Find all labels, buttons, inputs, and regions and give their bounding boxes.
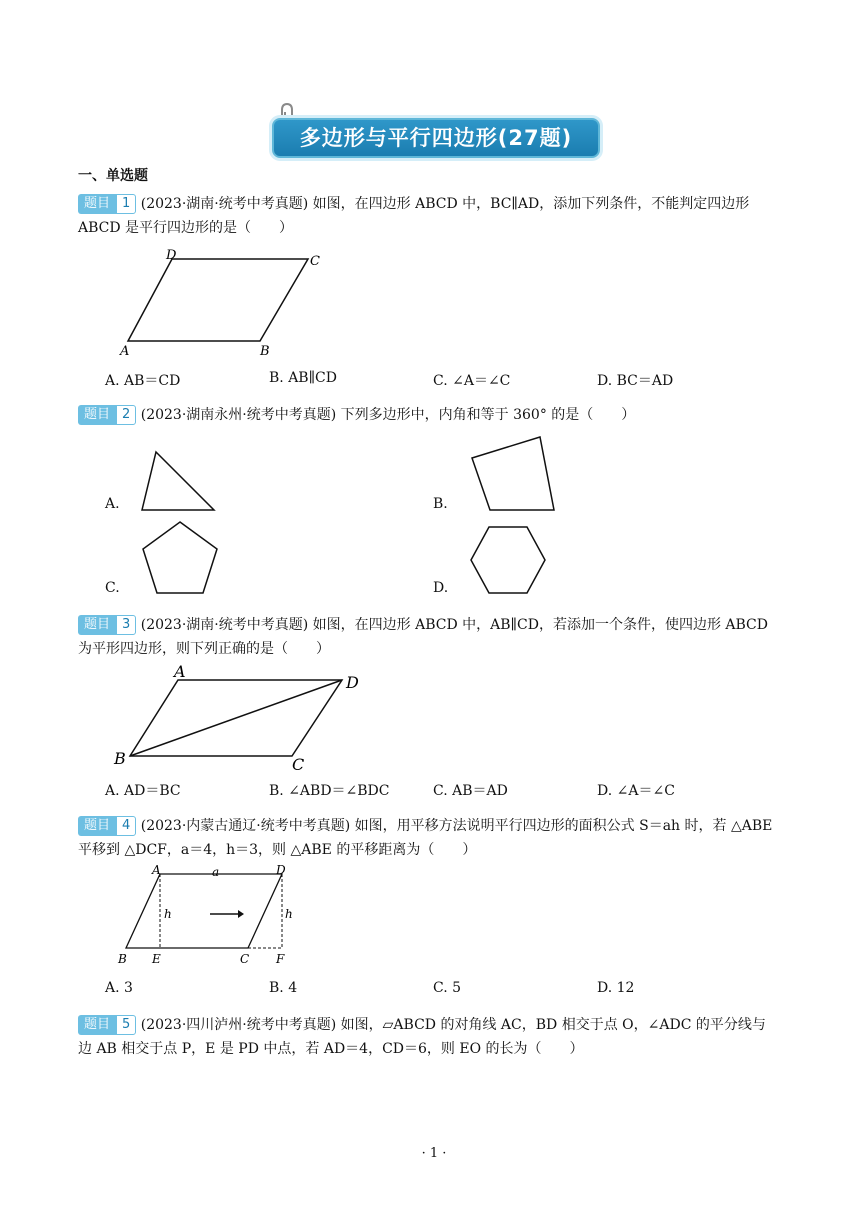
option-c: C. AB＝AD <box>433 783 508 799</box>
question-text: 如图，在四边形 ABCD 中，AB∥CD，若添加一个条件，使四边形 ABCD 为平形四边形，则下列正确的是（ ） <box>78 617 768 657</box>
option-a: A. AD＝BC <box>105 783 181 799</box>
question-tag: 题目 4 <box>78 816 136 836</box>
label-A: A <box>120 344 130 359</box>
option-c: C. ∠A＝∠C <box>433 373 511 389</box>
label-B: B <box>114 749 126 768</box>
label-E: E <box>152 952 161 966</box>
option-a: A. 3 <box>105 980 133 996</box>
label-D: D <box>346 673 359 692</box>
option-b: B. ∠ABD＝∠BDC <box>269 783 390 799</box>
question-tag: 题目 3 <box>78 615 136 635</box>
option-a: A. AB＝CD <box>105 373 181 389</box>
label-A: A <box>174 662 186 681</box>
option-c: C. <box>105 580 120 596</box>
question-text: 下列多边形中，内角和等于 360° 的是（ ） <box>336 407 636 423</box>
question-source: (2023·湖南·统考中考真题) <box>140 617 309 633</box>
triangle-figure <box>138 450 218 512</box>
question-tag: 题目 1 <box>78 194 136 214</box>
option-b: B. AB∥CD <box>269 370 337 386</box>
figure-parallelogram-q3 <box>108 660 368 772</box>
label-C: C <box>310 254 320 269</box>
option-c: C. 5 <box>433 980 462 996</box>
question-source: (2023·湖南·统考中考真题) <box>140 196 309 212</box>
label-B: B <box>118 952 127 966</box>
section-heading: 一、单选题 <box>78 168 148 184</box>
question-source: (2023·四川泸州·统考中考真题) <box>140 1017 337 1033</box>
question-source: (2023·内蒙古通辽·统考中考真题) <box>140 818 351 834</box>
question-text: 如图，在四边形 ABCD 中，BC∥AD，添加下列条件，不能判定四边形 ABCD 是平行四边形的是（ ） <box>78 196 750 236</box>
option-d: D. ∠A＝∠C <box>597 783 675 799</box>
question-text: 如图，▱ABCD 的对角线 AC，BD 相交于点 O，∠ADC 的平分线与边 AB 相交于点 P，E 是 PD 中点，若 AD＝4，CD＝6，则 EO 的长为（ ） <box>78 1017 766 1057</box>
label-A: A <box>152 863 161 877</box>
figure-parallelogram-q1 <box>110 245 340 360</box>
question-text: 如图，用平移方法说明平行四边形的面积公式 S＝ah 时，若 △ABE 平移到 △DCF，a＝4，h＝3，则 △ABE 的平移距离为（ ） <box>78 818 773 858</box>
question-source: (2023·湖南永州·统考中考真题) <box>140 407 337 423</box>
option-d: D. 12 <box>597 980 635 996</box>
question-3 <box>78 613 778 661</box>
label-F: F <box>276 952 285 966</box>
label-h-left: h <box>164 907 172 921</box>
page-title: 多边形与平行四边形(27题) <box>272 118 600 158</box>
option-d: D. BC＝AD <box>597 373 674 389</box>
quadrilateral-figure <box>468 434 558 512</box>
question-5 <box>78 1013 778 1061</box>
option-d: D. <box>433 580 449 596</box>
label-h-right: h <box>285 907 293 921</box>
question-1 <box>78 192 778 240</box>
hexagon-figure <box>468 524 548 596</box>
page-number: · 1 · <box>421 1146 447 1161</box>
question-tag: 题目 5 <box>78 1015 136 1035</box>
pentagon-figure <box>140 520 220 596</box>
question-2 <box>78 403 778 427</box>
figure-translation-q4 <box>110 862 310 970</box>
option-a: A. <box>105 496 120 512</box>
label-D: D <box>276 863 286 877</box>
question-tag: 题目 2 <box>78 405 136 425</box>
option-b: B. 4 <box>269 980 298 996</box>
question-4 <box>78 814 778 862</box>
option-b: B. <box>433 496 448 512</box>
label-B: B <box>260 344 270 359</box>
label-D: D <box>166 248 177 263</box>
label-C: C <box>292 755 305 772</box>
label-C: C <box>240 952 250 966</box>
label-a: a <box>212 865 220 879</box>
